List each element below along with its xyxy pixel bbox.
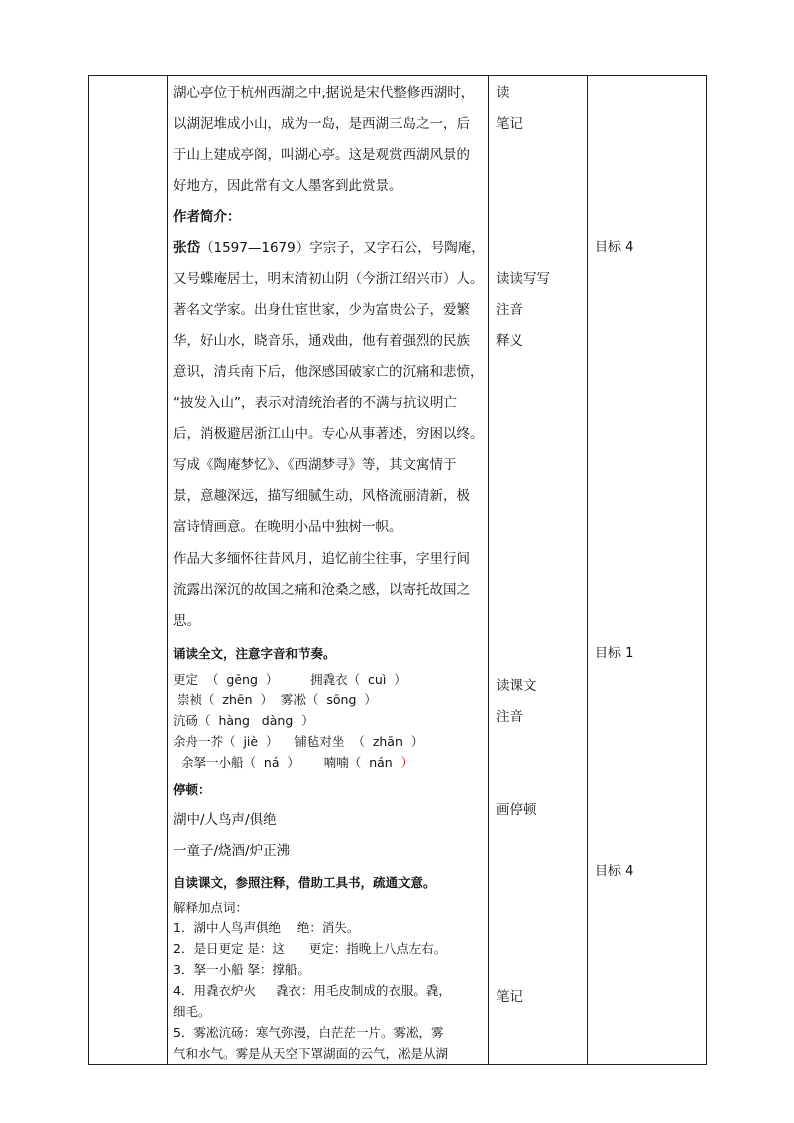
author-line-1-text: （1597—1679）字宗子，又字石公，号陶庵， [200,240,485,256]
pinyin-close-paren: ） [400,755,414,770]
intro-line-4: 好地方，因此常有文人墨客到此赏景。 [173,178,403,194]
table-divider-1 [167,75,168,1065]
pinyin-line-1: 更定 （ gēng ） 拥毳衣（ cuì ） [173,672,407,687]
explain-line-2: 1．湖中人鸟声俱绝 绝：消失。 [173,920,360,935]
author-line-10: 富诗情画意。在晚明小品中独树一帜。 [173,519,403,535]
table-border-right [706,75,707,1065]
author-line-1 [173,240,485,256]
activity-meaning: 释义 [496,333,523,349]
author-name: 张岱 [173,240,200,256]
author-line-8: 写成《陶庵梦忆》、《西湖梦寻》等，其文寓情于 [173,457,457,473]
works-line-3: 思。 [173,613,200,629]
activity-read-write: 读读写写 [496,271,550,287]
pinyin-line-5-text: 余拏一小船（ ná ） 喃喃（ nán [173,755,401,770]
explain-line-7: 5．雾凇沆砀：寒气弥漫，白茫茫一片。雾凇，雾 [173,1025,444,1040]
goal-label-1: 目标 4 [595,240,634,255]
activity-phonetic: 注音 [496,302,523,318]
goal-label-2: 目标 1 [595,646,634,661]
works-line-1: 作品大多缅怀往昔风月，追忆前尘往事，字里行间 [173,551,470,567]
works-line-2: 流露出深沉的故国之痛和沧桑之感，以寄托故国之 [173,582,470,598]
author-line-2: 又号蝶庵居士，明末清初山阴（今浙江绍兴市）人。 [173,271,484,287]
intro-line-3: 于山上建成亭阁，叫湖心亭。这是观赏西湖风景的 [173,147,470,163]
author-line-3: 著名文学家。出身仕宦世家，少为富贵公子，爱繁 [173,302,470,318]
explain-line-5: 4．用毳衣炉火 毳衣：用毛皮制成的衣服。毳， [173,983,451,998]
table-border-top [88,75,707,76]
pinyin-line-4: 余舟一芥（ jiè ） 铺毡对坐 （ zhān ） [173,734,424,749]
table-border-bottom [88,1064,707,1065]
pinyin-line-2: 崇祯（ zhēn ） 雾凇（ sōng ） [173,692,377,707]
table-divider-2 [488,75,489,1065]
author-line-4: 华，好山水，晓音乐，通戏曲，他有着强烈的民族 [173,333,470,349]
explain-line-4: 3．拏一小船 拏：撑船。 [173,962,310,977]
author-line-5: 意识，清兵南下后，他深感国破家亡的沉痛和悲愤， [173,364,484,380]
activity-notes: 笔记 [496,116,523,132]
activity-mark-pauses: 画停顿 [496,802,537,818]
explain-line-8: 气和水气。雾是从天空下罩湖面的云气，凇是从湖 [173,1046,449,1061]
intro-line-1: 湖心亭位于杭州西湖之中,据说是宋代整修西湖时， [173,85,475,101]
activity-read-text: 读课文 [496,678,537,694]
explain-line-3: 2．是日更定 是：这 更定：指晚上八点左右。 [173,941,447,956]
intro-line-2: 以湖泥堆成小山，成为一岛，是西湖三岛之一，后 [173,116,470,132]
activity-read: 读 [496,85,510,101]
author-line-6: “披发入山”，表示对清统治者的不满与抗议明亡 [173,395,457,411]
pause-line-1: 湖中/人鸟声/俱绝 [173,812,277,828]
pinyin-line-5 [173,755,413,771]
goal-label-3: 目标 4 [595,864,634,879]
self-study-heading: 自读课文，参照注释，借助工具书，疏通文意。 [173,875,436,890]
activity-phonetic-2: 注音 [496,709,523,725]
pause-line-2: 一童子/烧酒/炉正沸 [173,843,291,859]
author-heading: 作者简介： [173,209,241,225]
author-line-9: 景，意趣深远，描写细腻生动，风格流丽清新，极 [173,488,470,504]
pinyin-line-3: 沆砀（ hàng dàng ） [173,713,314,728]
author-line-7: 后，消极避居浙江山中。专心从事著述，穷困以终。 [173,426,484,442]
activity-notes-2: 笔记 [496,989,523,1005]
explain-line-6: 细毛。 [173,1004,211,1019]
table-divider-3 [587,75,588,1065]
explain-line-1: 解释加点词： [173,900,249,915]
table-border-left [88,75,89,1065]
pause-heading: 停顿： [173,782,211,797]
reading-heading: 诵读全文，注意字音和节奏。 [173,646,336,661]
